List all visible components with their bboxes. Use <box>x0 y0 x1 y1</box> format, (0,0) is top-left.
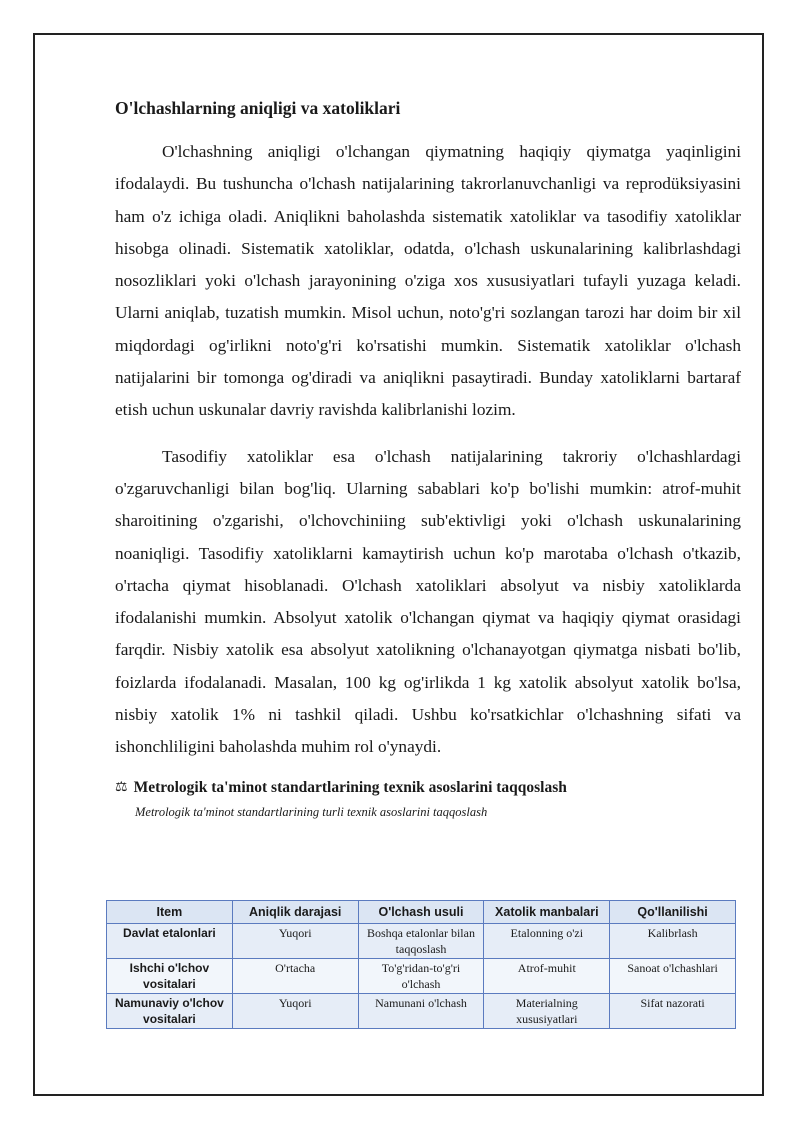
row-item: Ishchi o'lchov vositalari <box>107 959 233 994</box>
row-item: Davlat etalonlari <box>107 924 233 959</box>
header-error-sources: Xatolik manbalari <box>484 901 610 924</box>
section-title: O'lchashlarning aniqligi va xatoliklari <box>115 98 401 118</box>
table-row <box>107 994 736 1029</box>
table-cell: Boshqa etalonlar bilan taqqoslash <box>358 924 484 959</box>
document-body <box>115 96 741 828</box>
table-cell: Materialning xususiyatlari <box>484 994 610 1029</box>
table-caption: Metrologik ta'minot standartlarining turli texnik asoslarini taqqoslash <box>135 804 488 819</box>
header-item: Item <box>107 901 233 924</box>
table-section-heading <box>115 778 741 798</box>
table-cell: Sifat nazorati <box>610 994 736 1029</box>
table-cell: Kalibrlash <box>610 924 736 959</box>
header-application: Qo'llanilishi <box>610 901 736 924</box>
table-section-heading-text: Metrologik ta'minot standartlarining texnik asoslarini taqqoslash <box>133 778 567 796</box>
table-cell: Yuqori <box>232 924 358 959</box>
comparison-table <box>106 900 736 1029</box>
table-cell: Namunani o'lchash <box>358 994 484 1029</box>
balance-scale-icon: ⚖ <box>115 779 128 795</box>
table-row <box>107 924 736 959</box>
table-cell: Atrof-muhit <box>484 959 610 994</box>
table-cell: Sanoat o'lchashlari <box>610 959 736 994</box>
paragraph-random-errors: Tasodifiy xatoliklar esa o'lchash natijalarining takroriy o'lchashlardagi o'zgaruvchanligi bilan bog'liq. Ularning sabablari ko'p bo'lishi mumkin: atrof-muhit sharoitining o'zgarishi, o'lchovchiniing sub'ektivligi yoki o'lchash uskunalarining noaniqligi. Tasodifiy xatoliklarni kamaytirish uchun ko'p marotaba o'lchash o'tkazib, o'rtacha qiymat hisoblanadi. O'lchash xatoliklari absolyut va nisbiy xatoliklarda ifodalanishi mumkin. Absolyut xatolik o'lchangan qiymat va haqiqiy qiymat orasidagi farqdir. Nisbiy xatolik esa absolyut xatolikning o'lchanayotgan qiymatga nisbati bo'lib, foizlarda ifodalanadi. Masalan, 100 kg og'irlikda 1 kg xatolik absolyut xatolik bo'lsa, nisbiy xatolik 1% ni tashkil qiladi. Ushbu ko'rsatkichlar o'lchashning sifati va ishonchliligini baholashda muhim rol o'ynaydi. <box>115 446 741 757</box>
table-cell: Yuqori <box>232 994 358 1029</box>
paragraph-accuracy: O'lchashning aniqligi o'lchangan qiymatning haqiqiy qiymatga yaqinligini ifodalaydi. Bu tushuncha o'lchash natijalarining takrorlanuvchanligi va reprodüksiyasini ham o'z ichiga oladi. Aniqlikni baholashda sistematik xatoliklar va tasodifiy xatoliklar hisobga olinadi. Sistematik xatoliklar, odatda, o'lchash uskunalarining kalibrlashdagi nosozliklari yoki o'lchash jarayonining o'ziga xos xususiyatlari tufayli yuzaga keladi. Ularni aniqlab, tuzatish mumkin. Misol uchun, noto'g'ri sozlangan tarozi har doim bir xil miqdordagi og'irlikni noto'g'ri ko'rsatishi mumkin. Sistematik xatoliklar o'lchash natijalarini bir tomonga og'diradi va aniqlikni pasaytiradi. Bunday xatoliklarni bartaraf etish uchun uskunalar davriy ravishda kalibrlanishi lozim. <box>115 142 741 420</box>
table-cell: Etalonning o'zi <box>484 924 610 959</box>
table-header-row <box>107 901 736 924</box>
header-accuracy-level: Aniqlik darajasi <box>232 901 358 924</box>
table-cell: O'rtacha <box>232 959 358 994</box>
row-item: Namunaviy o'lchov vositalari <box>107 994 233 1029</box>
header-measurement-method: O'lchash usuli <box>358 901 484 924</box>
table-row <box>107 959 736 994</box>
table-cell: To'g'ridan-to'g'ri o'lchash <box>358 959 484 994</box>
